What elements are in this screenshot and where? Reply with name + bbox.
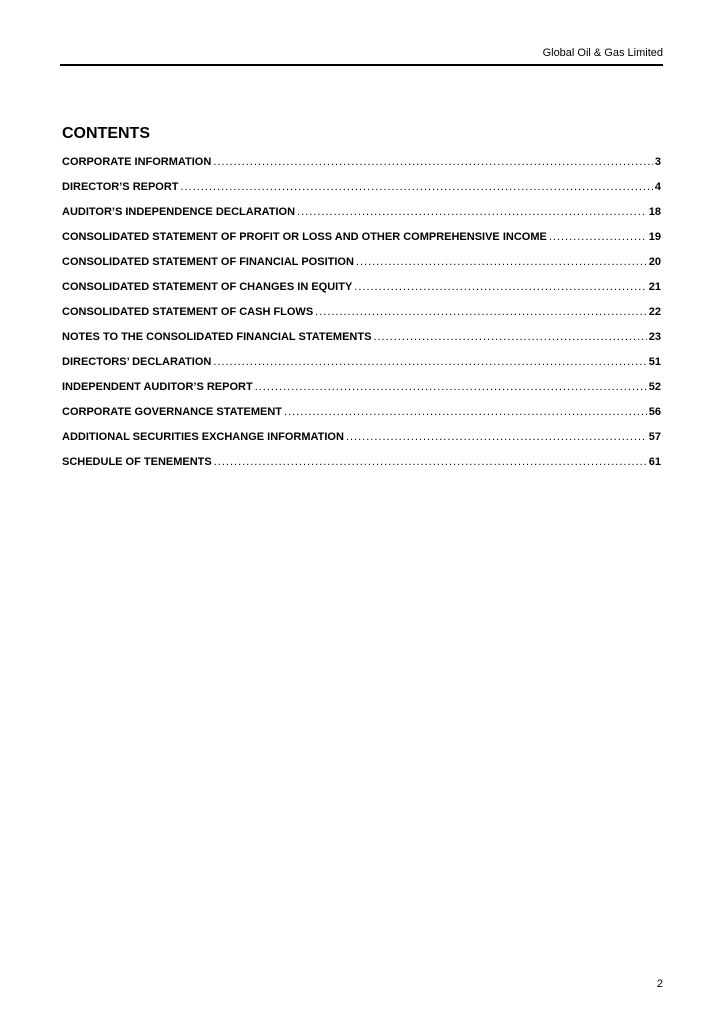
toc-entry[interactable]: [62, 279, 661, 304]
toc-entry-label: CONSOLIDATED STATEMENT OF PROFIT OR LOSS AND OTHER COMPREHENSIVE INCOME: [62, 231, 547, 243]
table-of-contents: [62, 154, 661, 479]
toc-entry-page: 19: [648, 231, 661, 243]
toc-entry[interactable]: [62, 404, 661, 429]
toc-entry-page: 18: [648, 206, 661, 218]
toc-entry-label: SCHEDULE OF TENEMENTS: [62, 456, 212, 468]
toc-entry-page: 3: [654, 156, 661, 168]
toc-dot-leader: [214, 454, 647, 470]
toc-dot-leader: [373, 329, 646, 345]
toc-entry-page: 51: [648, 356, 661, 368]
toc-entry[interactable]: [62, 229, 661, 254]
toc-entry-page: 22: [648, 306, 661, 318]
toc-entry[interactable]: [62, 204, 661, 229]
toc-dot-leader: [549, 229, 647, 245]
page-number: 2: [656, 978, 663, 990]
toc-entry-page: 57: [648, 431, 661, 443]
toc-entry-label: CONSOLIDATED STATEMENT OF CHANGES IN EQUITY: [62, 281, 353, 293]
toc-entry-label: NOTES TO THE CONSOLIDATED FINANCIAL STATEMENTS: [62, 331, 372, 343]
toc-entry-label: CORPORATE GOVERNANCE STATEMENT: [62, 406, 283, 418]
toc-entry[interactable]: [62, 454, 661, 479]
toc-entry[interactable]: [62, 154, 661, 179]
toc-entry-page: 56: [648, 406, 661, 418]
toc-entry-page: 61: [648, 456, 661, 468]
toc-entry-label: CORPORATE INFORMATION: [62, 156, 212, 168]
toc-entry-label: CONSOLIDATED STATEMENT OF FINANCIAL POSITION: [62, 256, 354, 268]
toc-entry-page: 21: [648, 281, 661, 293]
toc-dot-leader: [213, 154, 653, 170]
toc-dot-leader: [315, 304, 647, 320]
toc-entry[interactable]: [62, 179, 661, 204]
toc-entry[interactable]: [62, 254, 661, 279]
toc-entry[interactable]: [62, 304, 661, 329]
toc-dot-leader: [297, 204, 647, 220]
toc-entry-page: 23: [648, 331, 661, 343]
toc-entry[interactable]: [62, 379, 661, 404]
toc-dot-leader: [346, 429, 647, 445]
toc-entry-label: DIRECTORS’ DECLARATION: [62, 356, 212, 368]
toc-entry-label: ADDITIONAL SECURITIES EXCHANGE INFORMATION: [62, 431, 344, 443]
toc-entry-label: INDEPENDENT AUDITOR’S REPORT: [62, 381, 253, 393]
toc-entry-page: 20: [648, 256, 661, 268]
toc-entry-label: CONSOLIDATED STATEMENT OF CASH FLOWS: [62, 306, 314, 318]
toc-entry-label: AUDITOR’S INDEPENDENCE DECLARATION: [62, 206, 296, 218]
toc-dot-leader: [181, 179, 653, 195]
toc-dot-leader: [356, 254, 647, 270]
toc-entry-page: 4: [654, 181, 661, 193]
toc-dot-leader: [354, 279, 646, 295]
header-company-name: Global Oil & Gas Limited: [542, 47, 663, 59]
contents-title: CONTENTS: [62, 125, 150, 142]
toc-dot-leader: [284, 404, 647, 420]
toc-entry-label: DIRECTOR’S REPORT: [62, 181, 179, 193]
toc-entry-page: 52: [648, 381, 661, 393]
toc-dot-leader: [213, 354, 646, 370]
toc-entry[interactable]: [62, 429, 661, 454]
page-header: [60, 46, 663, 66]
toc-dot-leader: [255, 379, 647, 395]
toc-entry[interactable]: [62, 329, 661, 354]
toc-entry[interactable]: [62, 354, 661, 379]
